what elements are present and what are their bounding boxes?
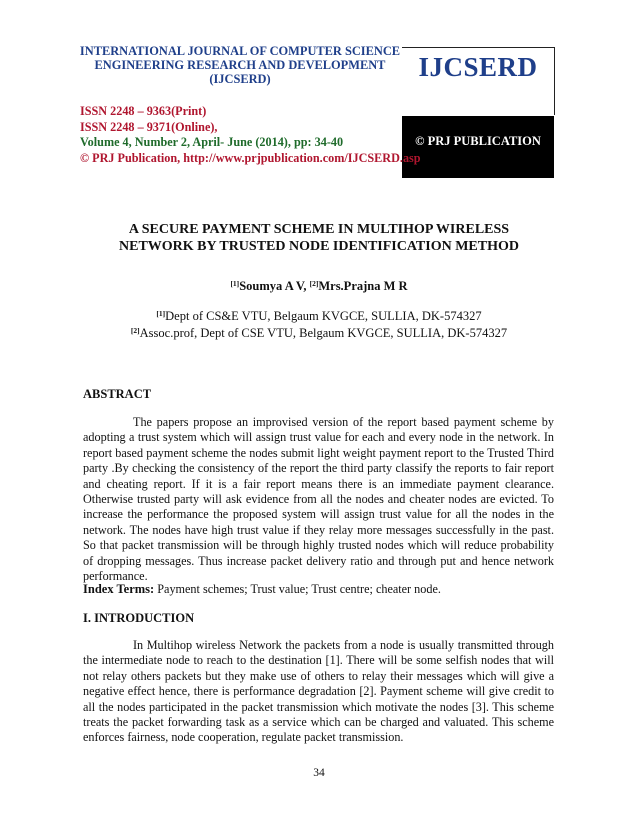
- journal-name-line1: INTERNATIONAL JOURNAL OF COMPUTER SCIENCE: [79, 44, 401, 58]
- journal-logo: IJCSERD: [418, 52, 538, 82]
- affil2-mark: [2]: [130, 325, 140, 335]
- publication-label: © PRJ PUBLICATION: [415, 134, 541, 148]
- paper-title-line1: A SECURE PAYMENT SCHEME IN MULTIHOP WIRELESS: [128, 222, 510, 237]
- issn-online: ISSN 2248 – 9371(Online),: [80, 119, 218, 134]
- paper-title: [90, 221, 548, 255]
- issn-block: [80, 104, 421, 166]
- author2: Mrs.Prajna M R: [318, 279, 408, 293]
- journal-name: [70, 44, 410, 86]
- abstract-body: [83, 415, 554, 584]
- affiliation-1: [1]Dept of CS&E VTU, Belgaum KVGCE, SULLIA, DK-574327: [156, 309, 482, 323]
- abstract-text: The papers propose an improvised version of the report based payment scheme by adopting a trust system which will assign trust value for each and every node in the network. In report based payment scheme the nodes submit light weight payment report to the Trusted Third party .By checking the consistency of the report the third party classify the reports to fair report and cheating report. If it is a fair report means there is an immediate payment clearance. Otherwise trusted party will ask evidence from all the nodes and cheater nodes are evicted. To increase the performance the proposed system will assign trust value for all the nodes in the network. The nodes have high trust value if they relay more messages successfully in the past. So that packet transmission will be through highly trusted nodes which will reduce probability of dropping messages. Thus increase packet delivery ratio and through put and hence network performance.: [83, 415, 554, 584]
- affiliations: [90, 307, 548, 340]
- affil1-mark: [1]: [156, 309, 166, 318]
- publisher-url: © PRJ Publication, http://www.prjpublication.com/IJCSERD.asp: [80, 150, 421, 165]
- introduction-text: In Multihop wireless Network the packets from a node is usually transmitted through the intermediate node to reach to the destination [1]. There will be some selfish nodes that will not relay others packets but they make use of others to relay their messages which will give a negative effect hence, there is performance degradation [2]. Payment scheme will give credit to all the nodes participated in the packet transmission which motivate the nodes [3]. This scheme treats the packet forwarding task as a service which can be charged and valuated. This scheme enforces fairness, node cooperation, regulate packet transmission.: [83, 638, 554, 745]
- author1: Soumya A V,: [239, 279, 307, 293]
- volume-info: Volume 4, Number 2, April- June (2014), pp: 34-40: [80, 135, 344, 149]
- issn-print: ISSN 2248 – 9363(Print): [80, 104, 207, 118]
- index-terms-label: Index Terms:: [83, 582, 155, 596]
- introduction-body: [83, 638, 554, 746]
- index-terms: [83, 582, 441, 597]
- affiliation-2: [2]Assoc.prof, Dept of CSE VTU, Belgaum KVGCE, SULLIA, DK-574327: [130, 325, 508, 340]
- author1-mark: [1]: [230, 279, 240, 288]
- introduction-heading: I. INTRODUCTION: [83, 611, 195, 625]
- journal-name-line2: ENGINEERING RESEARCH AND DEVELOPMENT: [94, 58, 386, 72]
- paper-title-line2: NETWORK BY TRUSTED NODE IDENTIFICATION METHOD: [119, 239, 519, 254]
- page-number: 34: [313, 767, 325, 779]
- journal-name-line3: (IJCSERD): [209, 72, 271, 86]
- authors: [90, 279, 548, 294]
- index-terms-text: Payment schemes; Trust value; Trust centre; cheater node.: [154, 582, 441, 596]
- author2-mark: [2]: [309, 279, 319, 288]
- abstract-heading: ABSTRACT: [83, 387, 152, 401]
